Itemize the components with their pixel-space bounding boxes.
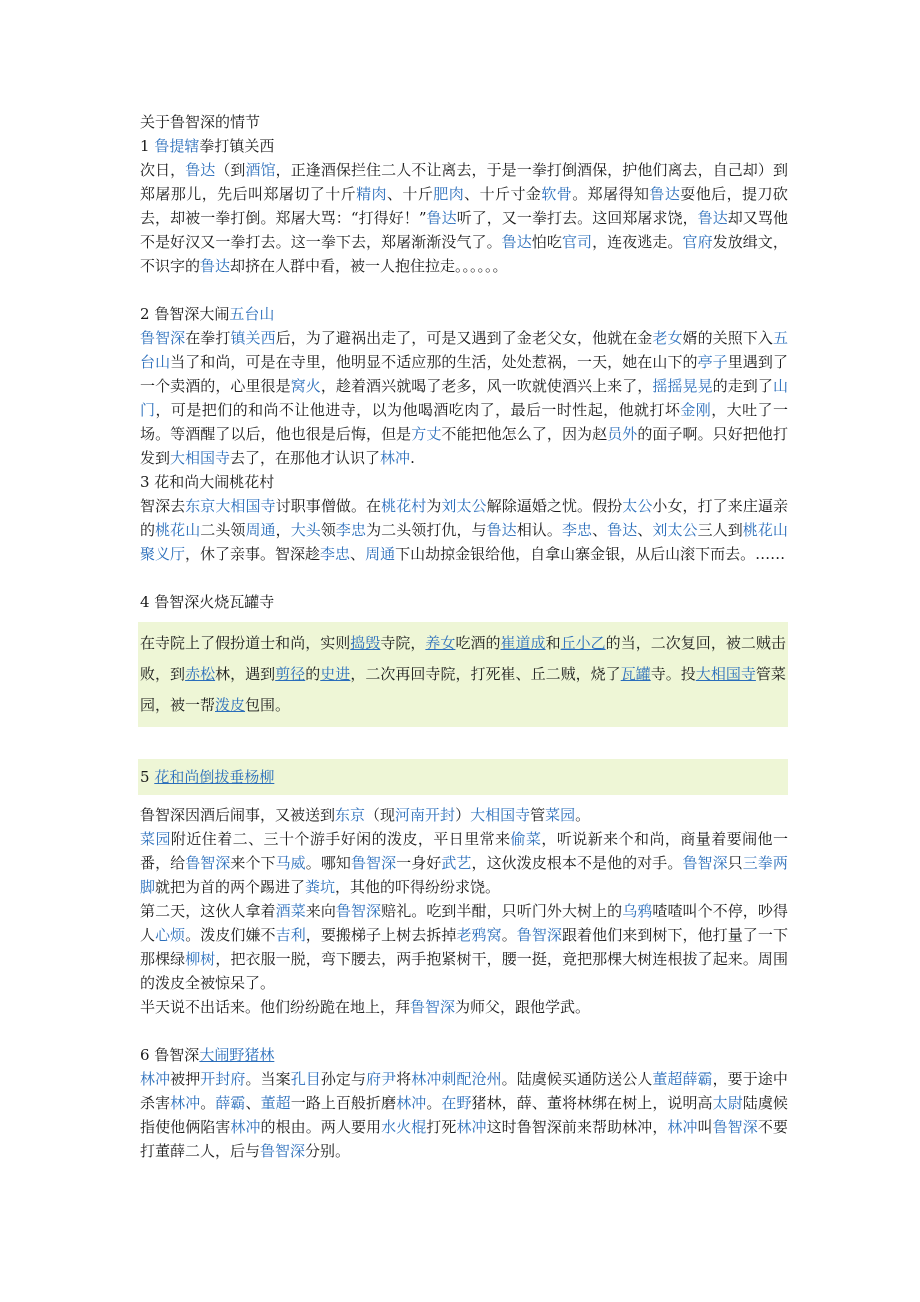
text-link[interactable]: 老女 <box>652 329 683 347</box>
text-run: 、十斤 <box>386 185 434 203</box>
text-run: 猪林，薛、董将林绑在树上，说明高 <box>471 1094 713 1112</box>
highlighted-paragraph <box>138 622 788 727</box>
text-link[interactable]: 鲁智深 <box>410 998 456 1016</box>
text-run: ，趁着酒兴就喝了老多，风一吹就使酒兴上来了， <box>320 377 653 395</box>
text-run: 。 <box>426 1094 442 1112</box>
text-link[interactable]: 镇关西 <box>230 329 276 347</box>
text-run: 。当案 <box>245 1070 291 1088</box>
text-link[interactable]: 窝火 <box>290 377 321 395</box>
text-link[interactable]: 官司 <box>561 233 593 251</box>
text-link[interactable]: 花和尚倒拔垂杨柳 <box>154 768 275 786</box>
text-link[interactable]: 鲁智深 <box>185 854 231 872</box>
text-run: 分别。 <box>305 1142 351 1160</box>
text-run: 被押 <box>170 1070 201 1088</box>
text-link[interactable]: 大闹野猪林 <box>199 1046 275 1064</box>
text-run: 的当，二次复回，被二贼击败，到 <box>140 634 786 683</box>
text-link[interactable]: 桃花山 <box>155 521 201 539</box>
text-run: 只 <box>727 854 743 872</box>
text-run: 。 <box>200 1094 216 1112</box>
text-link[interactable]: 东京 <box>335 806 366 824</box>
text-run: 和 <box>545 634 561 652</box>
text-run: 。陆虞候买通防送公人 <box>501 1070 653 1088</box>
text-run: 、 <box>592 521 608 539</box>
text-link[interactable]: 林冲 <box>170 1094 201 1112</box>
text-run: 陆虞候指使他俩陷害 <box>140 1094 788 1136</box>
text-link[interactable]: 鲁智深 <box>335 902 382 920</box>
text-link[interactable]: 鲁智深 <box>140 329 186 347</box>
document-page <box>140 110 788 1163</box>
text-link[interactable]: 太公 <box>622 497 653 515</box>
text-link[interactable]: 鲁智深 <box>712 1118 758 1136</box>
text-run: 第二天，这伙人拿着 <box>140 902 276 920</box>
text-run: 就把为首的两个踢进了 <box>155 878 306 896</box>
text-run: 在寺院上了假扮道士和尚，实则 <box>140 634 351 652</box>
text-run: 婿的关照下入 <box>682 329 773 347</box>
text-run: ，正逢酒保拦住二人不让离去，于是一拳打倒酒保，护他们离去，自己却）到郑屠那儿，先后叫郑屠切了十斤 <box>140 161 788 203</box>
text-link[interactable]: 山门 <box>140 377 788 419</box>
text-run: 小女，打了来庄逼亲的 <box>140 497 788 539</box>
text-run: ，这伙泼皮根本不是他的对手。 <box>471 854 683 872</box>
text-run: 、 <box>245 1094 261 1112</box>
text-run: 、 <box>350 545 366 563</box>
text-run: 喳喳叫个不停，吵得人 <box>140 902 788 944</box>
text-link[interactable]: 软骨 <box>541 185 573 203</box>
text-run: ） <box>455 806 471 824</box>
text-link[interactable]: 鲁智深 <box>350 854 397 872</box>
text-run: 附近住着二、三十个游手好闲的泼皮，平日里常来 <box>170 830 511 848</box>
text-link[interactable]: 大相国寺 <box>695 665 756 683</box>
text-link[interactable]: 丘小乙 <box>560 634 606 652</box>
text-run: 将 <box>396 1070 412 1088</box>
text-run: 6 鲁智深 <box>140 1046 200 1064</box>
text-run: 一身好 <box>396 854 442 872</box>
spacer <box>140 727 788 751</box>
text-link[interactable]: 鲁达 <box>697 209 728 227</box>
text-run: 打死 <box>426 1118 457 1136</box>
text-run: . <box>410 449 415 467</box>
text-link[interactable]: 林冲 <box>230 1118 261 1136</box>
text-run: 孙定与 <box>320 1070 367 1088</box>
text-link[interactable]: 鲁达 <box>607 521 638 539</box>
section-paragraph <box>140 494 788 566</box>
text-run: 听了，又一拳打去。这回郑屠求饶， <box>456 209 698 227</box>
section-heading <box>140 1043 788 1067</box>
text-run: 却又骂他不是好汉又一拳打去。这一拳下去，郑屠渐渐没气了。 <box>140 209 788 251</box>
text-link[interactable]: 捣毁 <box>350 634 381 652</box>
text-link[interactable]: 林冲 <box>140 1070 171 1088</box>
text-run: ，大吐了一场。等酒醒了以后，他也很是后悔，但是 <box>140 401 788 443</box>
text-run: 吃酒的 <box>455 634 501 652</box>
text-link[interactable]: 史进 <box>320 665 351 683</box>
text-run: 一路上百般折磨 <box>290 1094 397 1112</box>
section-paragraph <box>140 326 788 470</box>
section-paragraph <box>140 803 788 827</box>
text-link[interactable]: 林冲 <box>380 449 411 467</box>
section-heading <box>140 302 788 326</box>
text-run: 的根由。两人要用 <box>260 1118 382 1136</box>
text-link[interactable]: 刘太公 <box>441 497 487 515</box>
text-run: 相认。 <box>516 521 562 539</box>
section-paragraph <box>140 158 788 278</box>
text-run: （到 <box>215 161 246 179</box>
text-run: 下山劫掠金银给他，自拿山寨金银，从后山滚下而去。…… <box>395 545 786 563</box>
text-link[interactable]: 心烦 <box>155 926 186 944</box>
text-link[interactable]: 李忠 <box>335 521 367 539</box>
text-link[interactable]: 大头 <box>290 521 321 539</box>
text-link[interactable]: 东京大相国寺 <box>185 497 276 515</box>
text-run: 3 花和尚大闹桃花村 <box>140 473 275 491</box>
text-link[interactable]: 林冲 <box>456 1118 487 1136</box>
text-run: 鲁智深大闹 <box>154 305 230 323</box>
text-run: 却挤在人群中看，被一人抱住拉走。。。。。。 <box>230 257 508 275</box>
text-run: 管菜园，被一帮 <box>140 665 786 714</box>
text-link[interactable]: 五台山 <box>229 305 275 323</box>
text-link[interactable]: 菜园 <box>140 830 171 848</box>
text-run: 包围。 <box>245 696 291 714</box>
text-link[interactable]: 鲁达 <box>185 161 216 179</box>
text-link[interactable]: 马威 <box>275 854 306 872</box>
text-run: 发放缉文，不识字的 <box>140 233 788 275</box>
text-link[interactable]: 大相国寺 <box>170 449 231 467</box>
text-link[interactable]: 方丈 <box>411 425 442 443</box>
text-run: ，可是把们的和尚不让他进寺，以为他喝酒吃肉了，最后一时性起，他就打坏 <box>155 401 681 419</box>
text-link[interactable]: 林冲 <box>667 1118 698 1136</box>
text-link[interactable]: 开封府 <box>200 1070 246 1088</box>
text-run: 。哪知 <box>305 854 351 872</box>
section-paragraph <box>140 899 788 995</box>
text-link[interactable]: 水火棍 <box>381 1118 427 1136</box>
text-link[interactable]: 瓦罐 <box>620 665 651 683</box>
text-link[interactable]: 林冲刺配沧州 <box>411 1070 502 1088</box>
text-link[interactable]: 林冲 <box>396 1094 427 1112</box>
text-run: 林，遇到 <box>215 665 276 683</box>
text-run: 三人到 <box>697 521 743 539</box>
text-link[interactable]: 董超 <box>260 1094 291 1112</box>
text-run: 跟着他们来到树下，他打量了一下那棵绿 <box>140 926 788 968</box>
text-run: 怕吃 <box>531 233 562 251</box>
text-link[interactable]: 大相国寺 <box>470 806 531 824</box>
document-title: 关于鲁智深的情节 <box>140 113 261 131</box>
section-heading <box>140 134 788 158</box>
text-run: ，休了亲事。智深趁 <box>185 545 321 563</box>
text-run: ，二次再回寺院，打死崔、丘二贼，烧了 <box>350 665 621 683</box>
text-link[interactable]: 桃花山聚义厅 <box>140 521 788 563</box>
text-run: （现 <box>365 806 396 824</box>
text-run: 二头领 <box>200 521 246 539</box>
text-link[interactable]: 官府 <box>682 233 713 251</box>
text-link[interactable]: 摇摇晃晃 <box>652 377 713 395</box>
text-run: 半天说不出话来。他们纷纷跪在地上，拜 <box>140 998 411 1016</box>
text-run: ，要于途中杀害 <box>140 1070 788 1112</box>
text-link[interactable]: 鲁智深 <box>516 926 562 944</box>
text-link[interactable]: 李忠 <box>320 545 351 563</box>
text-run: 智深去 <box>140 497 186 515</box>
section-paragraph <box>140 827 788 899</box>
section-heading <box>138 759 788 795</box>
text-run: 耍他后，提刀砍去，却被一拳打倒。郑屠大骂：“打得好！” <box>140 185 788 227</box>
text-run: 当了和尚，可是在寺里，他明显不适应那的生活，处处惹祸，一天，她在山下的 <box>170 353 698 371</box>
text-link[interactable]: 剪径 <box>275 665 306 683</box>
text-run: 来向 <box>305 902 336 920</box>
text-run: 来个下 <box>230 854 276 872</box>
text-link[interactable]: 薛霸 <box>215 1094 246 1112</box>
text-run: 。郑屠得知 <box>572 185 650 203</box>
text-link[interactable]: 吉利 <box>275 926 306 944</box>
text-run: 。 <box>575 806 591 824</box>
text-link[interactable]: 粪坑 <box>305 878 336 896</box>
text-run: ，其他的吓得纷纷求饶。 <box>335 878 501 896</box>
text-link[interactable]: 周通 <box>245 521 276 539</box>
text-run: 为 <box>426 497 442 515</box>
text-link[interactable]: 精肉 <box>356 185 387 203</box>
text-run: 2 <box>140 305 155 323</box>
text-link[interactable]: 乌鸦 <box>622 902 653 920</box>
text-link[interactable]: 孔目 <box>290 1070 321 1088</box>
text-link[interactable]: 鲁达 <box>649 185 681 203</box>
spacer <box>140 278 788 302</box>
section-heading <box>140 590 788 614</box>
text-link[interactable]: 武艺 <box>441 854 472 872</box>
text-link[interactable]: 崔道成 <box>500 634 546 652</box>
text-run: 。 <box>501 926 517 944</box>
text-run: 的 <box>305 665 321 683</box>
text-run: 鲁智深因酒后闹事，又被送到 <box>140 806 336 824</box>
text-run: 管 <box>530 806 546 824</box>
text-link[interactable]: 在野 <box>441 1094 472 1112</box>
text-link[interactable]: 河南开封 <box>395 806 456 824</box>
text-run: 拳打镇关西 <box>199 137 275 155</box>
text-run: 讨职事僧做。在 <box>275 497 382 515</box>
text-link[interactable]: 鲁智深 <box>260 1142 306 1160</box>
text-link[interactable]: 府尹 <box>366 1070 397 1088</box>
text-run: 4 鲁智深火烧瓦罐寺 <box>140 593 275 611</box>
text-link[interactable]: 赤松 <box>185 665 216 683</box>
text-run: 5 <box>140 768 155 786</box>
text-run: 。泼皮们嫌不 <box>185 926 276 944</box>
text-link[interactable]: 泼皮 <box>215 696 246 714</box>
text-link[interactable]: 偷菜 <box>510 830 542 848</box>
text-run: 的走到了 <box>712 377 773 395</box>
text-run: ， <box>275 521 291 539</box>
spacer <box>140 1019 788 1043</box>
text-run: ，要搬梯子上树去拆掉 <box>305 926 457 944</box>
text-run: 叫 <box>697 1118 713 1136</box>
text-link[interactable]: 菜园 <box>545 806 576 824</box>
text-run: 不能把他怎么了，因为赵 <box>441 425 608 443</box>
section-heading <box>140 470 788 494</box>
text-link[interactable]: 亭子 <box>697 353 728 371</box>
text-run: 里遇到了一个卖酒的，心里很是 <box>140 353 788 395</box>
text-run: ，听说新来个和尚，商量着要闹他一番，给 <box>140 830 788 872</box>
text-link[interactable]: 刘太公 <box>652 521 698 539</box>
text-link[interactable]: 酒馆 <box>245 161 276 179</box>
text-link[interactable]: 酒菜 <box>275 902 306 920</box>
text-run: 为师父，跟他学武。 <box>455 998 591 1016</box>
text-link[interactable]: 太尉 <box>712 1094 743 1112</box>
text-link[interactable]: 桃花村 <box>381 497 427 515</box>
spacer <box>140 566 788 590</box>
text-run: 、 <box>637 521 653 539</box>
text-link[interactable]: 三拳两脚 <box>140 854 788 896</box>
text-run: 后，为了避祸出走了，可是又遇到了金老父女，他就在金 <box>275 329 653 347</box>
text-run: 领 <box>320 521 336 539</box>
text-link[interactable]: 鲁达 <box>486 521 517 539</box>
text-link[interactable]: 鲁达 <box>200 257 231 275</box>
text-link[interactable]: 鲁达 <box>426 209 457 227</box>
text-link[interactable]: 五台山 <box>140 329 788 371</box>
text-run: 不要打董薛二人，后与 <box>140 1118 788 1160</box>
text-run: ，把衣服一脱，弯下腰去，两手抱紧树干，腰一挺，竟把那棵大树连根拔了起来。周围的泼皮全被惊呆了。 <box>140 950 788 992</box>
text-link[interactable]: 鲁智深 <box>682 854 728 872</box>
text-run: 次日， <box>140 161 186 179</box>
section-paragraph <box>140 995 788 1019</box>
text-run: 寺院， <box>380 634 426 652</box>
text-run: 寺。投 <box>650 665 696 683</box>
text-run: 为二头领打仇，与 <box>366 521 487 539</box>
text-link[interactable]: 鲁提辖 <box>154 137 200 155</box>
text-run: ，连夜逃走。 <box>592 233 683 251</box>
text-run: 、十斤寸金 <box>464 185 542 203</box>
text-link[interactable]: 老鸦窝 <box>456 926 502 944</box>
text-run: 这时鲁智深前来帮助林冲， <box>486 1118 668 1136</box>
text-run: 1 <box>140 137 155 155</box>
text-run: 解除逼婚之忧。假扮 <box>486 497 623 515</box>
text-link[interactable]: 鲁达 <box>501 233 532 251</box>
text-run: 去了，在那他才认识了 <box>230 449 381 467</box>
text-link[interactable]: 养女 <box>425 634 456 652</box>
section-paragraph <box>140 1067 788 1163</box>
text-run: 赔礼。吃到半酣，只听门外大树上的 <box>381 902 623 920</box>
text-link[interactable]: 柳树 <box>185 950 216 968</box>
text-link[interactable]: 员外 <box>607 425 638 443</box>
text-link[interactable]: 肥肉 <box>433 185 465 203</box>
text-link[interactable]: 周通 <box>365 545 396 563</box>
text-link[interactable]: 董超薛霸 <box>652 1070 713 1088</box>
text-link[interactable]: 金刚 <box>680 401 712 419</box>
text-run: 在拳打 <box>185 329 231 347</box>
text-run: 的面子啊。只好把他打发到 <box>140 425 788 467</box>
text-link[interactable]: 李忠 <box>561 521 593 539</box>
